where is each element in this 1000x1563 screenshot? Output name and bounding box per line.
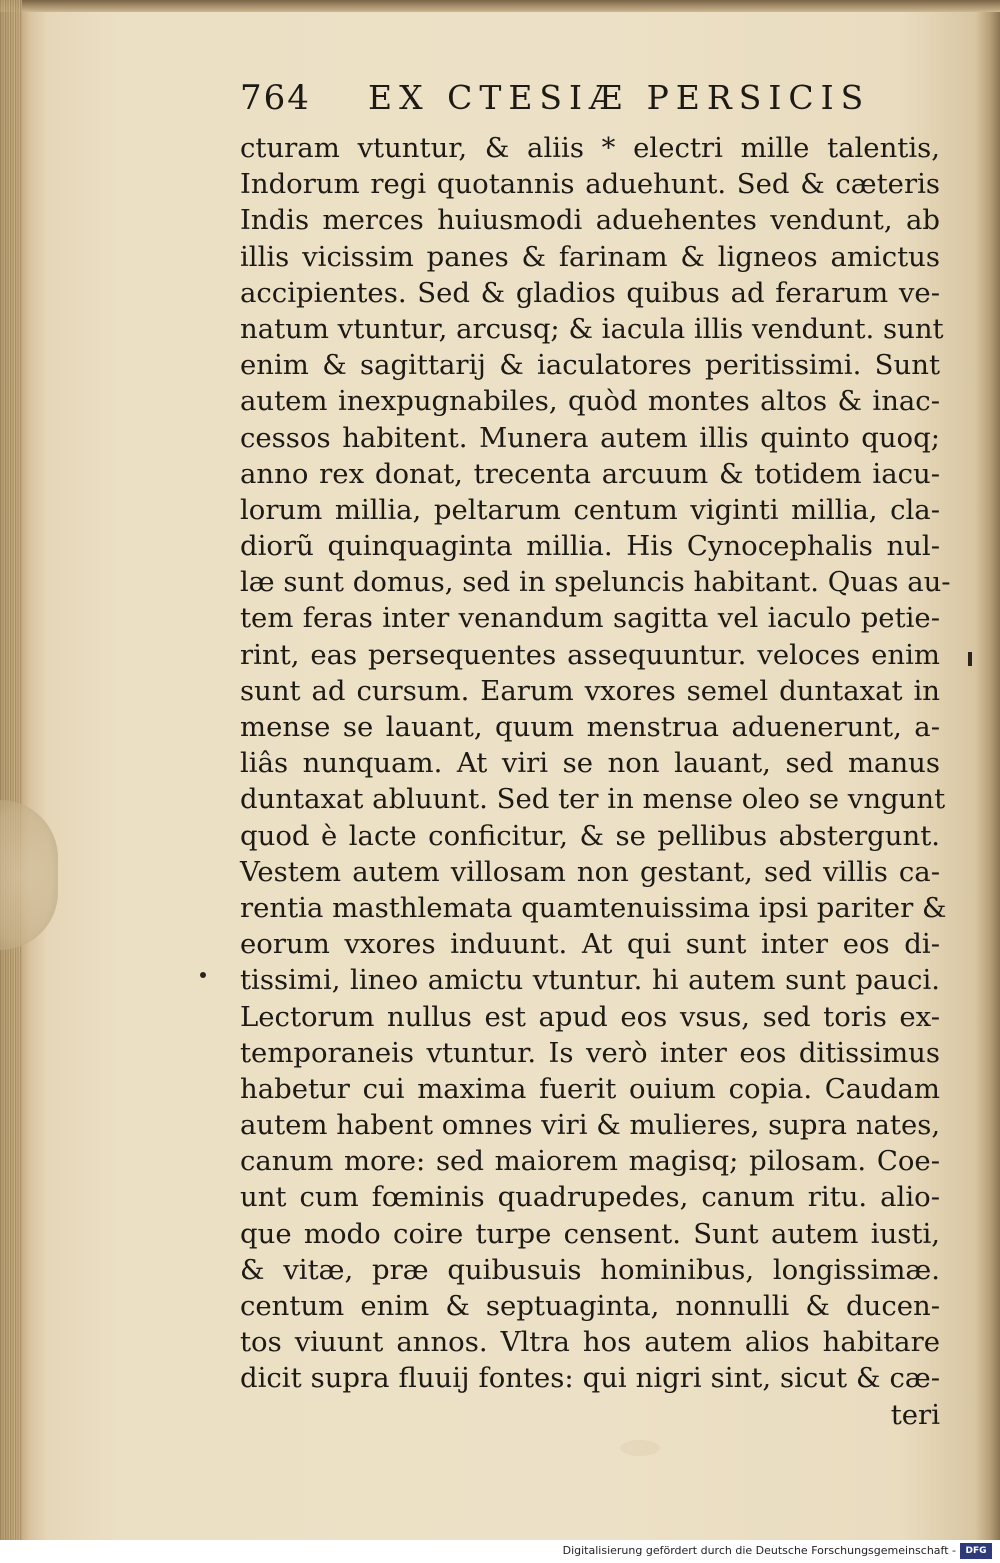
footer-bar <box>0 1540 1000 1563</box>
text-line: quod è lacte conficitur, & se pellibus abstergunt. <box>240 819 940 852</box>
text-line: Vestem autem villosam non gestant, sed villis ca- <box>240 855 940 888</box>
body-text <box>240 130 951 1433</box>
text-line: temporaneis vtuntur. Is verò inter eos ditissimus <box>240 1036 940 1069</box>
page-header <box>240 78 871 126</box>
text-line: & vitæ, præ quibusuis hominibus, longissimæ. <box>240 1253 940 1286</box>
dfg-logo: DFG <box>960 1543 992 1559</box>
text-line: dicit supra fluuij fontes: qui nigri sint, sicut & cæ- <box>240 1362 940 1395</box>
running-title: EX CTESIÆ PERSICIS <box>368 78 871 117</box>
text-line: liâs nunquam. At viri se non lauant, sed manus <box>240 747 940 780</box>
text-line: anno rex donat, trecenta arcuum & totidem iacu- <box>240 457 940 490</box>
catchword: teri <box>890 1398 940 1431</box>
margin-dot <box>200 972 206 978</box>
margin-mark <box>968 652 972 666</box>
text-line: natum vtuntur, arcusq; & iacula illis vendunt. sunt <box>240 312 944 345</box>
text-line: læ sunt domus, sed in speluncis habitant. Quas au- <box>240 566 951 599</box>
text-line: centum enim & septuaginta, nonnulli & ducen- <box>240 1290 940 1322</box>
text-line: tissimi, lineo amictu vtuntur. hi autem sunt pauci. <box>240 964 940 997</box>
text-line: Lectorum nullus est apud eos vsus, sed toris ex- <box>240 1000 940 1033</box>
text-line: unt cum fœminis quadrupedes, canum ritu. alio- <box>240 1181 940 1214</box>
clasp-shadow <box>0 800 58 950</box>
text-line: accipientes. Sed & gladios quibus ad ferarum ve- <box>240 276 940 309</box>
text-line: mense se lauant, quum menstrua aduenerunt, a- <box>240 711 940 743</box>
page-number: 764 <box>240 78 311 118</box>
text-line: habetur cui maxima fuerit ouium copia. Caudam <box>240 1072 940 1105</box>
page-stain <box>620 1440 660 1456</box>
text-line: rentia masthlemata quamtenuissima ipsi pariter & <box>240 891 947 924</box>
text-line: lorum millia, peltarum centum viginti millia, cla- <box>240 493 940 526</box>
text-line: cessos habitent. Munera autem illis quinto quoq; <box>240 421 940 454</box>
text-line: Indis merces huiusmodi aduehentes vendunt, ab <box>240 204 940 237</box>
text-line: sunt ad cursum. Earum vxores semel duntaxat in <box>240 674 940 707</box>
text-line: canum more: sed maiorem magisq; pilosam. Coe- <box>240 1145 940 1178</box>
text-line: que modo coire turpe censent. Sunt autem iusti, <box>240 1217 940 1250</box>
text-line: tos viuunt annos. Vltra hos autem alios habitare <box>240 1326 940 1359</box>
text-line: Indorum regi quotannis aduehunt. Sed & cæteris <box>240 168 940 201</box>
funding-credit: Digitalisierung gefördert durch die Deutsche Forschungsgemeinschaft - <box>562 1544 956 1557</box>
text-line: rint, eas persequentes assequuntur. veloces enim <box>240 638 940 671</box>
page-fore-edge <box>0 0 22 1540</box>
text-line: diorũ quinquaginta millia. His Cynocephalis nul- <box>240 530 940 563</box>
text-line: autem habent omnes viri & mulieres, supra nates, <box>240 1109 941 1142</box>
page-top-edge <box>0 0 1000 12</box>
text-line: autem inexpugnabiles, quòd montes altos & inac- <box>240 385 940 418</box>
text-line: tem feras inter venandum sagitta vel iaculo petie- <box>240 602 940 635</box>
text-line: cturam vtuntur, & aliis * electri mille talentis, <box>240 132 940 164</box>
text-line: illis vicissim panes & farinam & ligneos amictus <box>240 240 940 273</box>
text-line: enim & sagittarij & iaculatores peritissimi. Sunt <box>240 349 940 382</box>
text-line: duntaxat abluunt. Sed ter in mense oleo se vngunt <box>240 783 946 816</box>
text-line: eorum vxores induunt. At qui sunt inter eos di- <box>240 928 940 961</box>
